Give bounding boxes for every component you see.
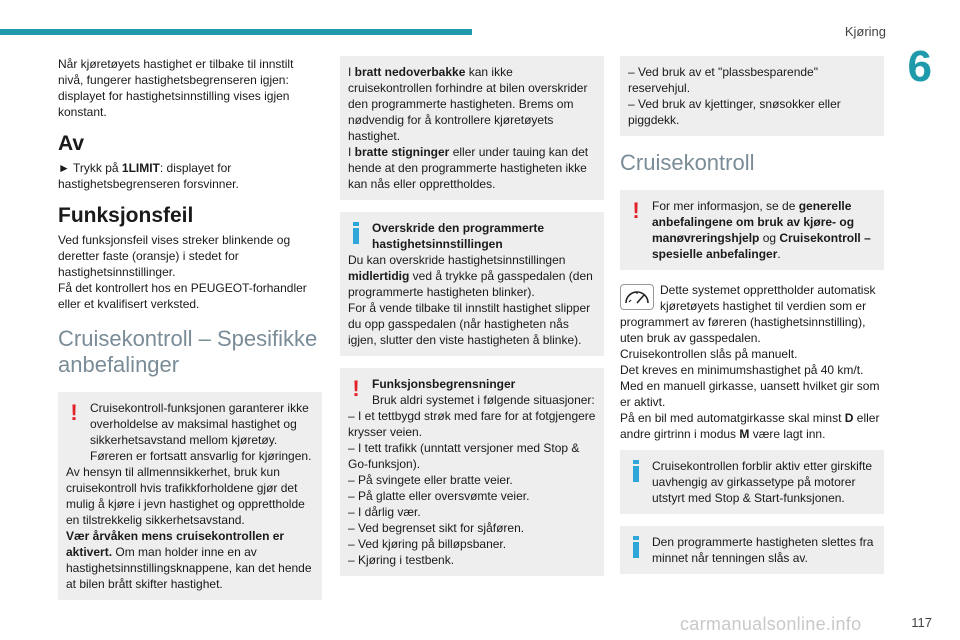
section-heading-cruise: Cruisekontroll — [620, 150, 755, 175]
list-item: – På glatte eller oversvømte veier. — [348, 489, 530, 503]
info-box-stop-start: Cruisekontrollen forblir aktiv etter girskifte uavhengig av girkassetype på motorer utstyrt med Stop & Start-funksjonen. — [620, 450, 884, 514]
info-icon — [348, 222, 364, 244]
info-box-override: Overskride den programmerte hastighetsinnstillingen Du kan overskride hastighetsinnstillingen midlertidig ved å trykke på gasspedalen (den programmerte hastigheten blinker). For å vende tilbake til innstilt hastighet slipper du opp gasspedalen (når hastigheten nås igjen, slutter den viste hastigheten å blinke). — [340, 212, 604, 356]
cruise-description: Dette systemet opprettholder automatisk kjøretøyets hastighet til verdien som er programmert av føreren (hastighetsinnstilling), uten bruk av gasspedalen. Cruisekontrollen slås på manuelt. Det kreves en minimumshastighet på 40 km/t. Med en manuell girkasse, uansett hvilket gir som er aktivt. På en bil med automatgirkasse skal minst D eller andre girtrinn i modus M være lagt inn. — [620, 283, 880, 441]
list-item: – Ved bruk av kjettinger, snøsokker eller piggdekk. — [628, 97, 841, 127]
info-icon — [628, 460, 644, 482]
av-paragraph: ► Trykk på 1LIMIT: displayet for hastighetsbegrenseren forsvinner. — [58, 161, 239, 191]
column-2 — [340, 56, 604, 588]
chapter-number: 6 — [907, 42, 932, 91]
warning-box: ! Cruisekontroll-funksjonen garanterer ikke overholdelse av maksimal hastighet og sikkerhetsavstand mellom kjøretøy. Føreren er fortsatt ansvarlig for kjøringen. Av hensyn til allmennsikkerhet, bruk kun cruisekontroll hvis trafikkforholdene gjør det mulig å kjøre i jevn hastighet og opprettholde en tilstrekkelig sikkerhetsavstand. Vær årvåken mens cruisekontrollen er aktivert. Om man holder inne en av hastighetsinnstillingsknappene, kan det hende at bilen brått skifter hastighet. — [58, 392, 322, 600]
list-item: – I et tettbygd strøk med fare for at fotgjengere krysser veien. — [348, 409, 596, 439]
list-item: – Kjøring i testbenk. — [348, 553, 455, 567]
warning-exclamation-icon: ! — [70, 400, 78, 425]
fault-heading: Funksjonsfeil — [58, 204, 194, 227]
speedometer-icon — [620, 284, 654, 310]
header-accent-bar — [0, 29, 472, 35]
list-item: – På svingete eller bratte veier. — [348, 473, 513, 487]
section-title: Kjøring — [844, 24, 886, 39]
limitations-box: ! Funksjonsbegrensninger Bruk aldri systemet i følgende situasjoner: – I et tettbygd strøk med fare for at fotgjengere krysser veien. – I tett trafikk (unntatt versjoner med Stop & Go-funksjon). – På svingete eller bratte veier. – På glatte eller oversvømte veier. – I dårlig vær. – Ved begrenset sikt for sjåføren. – Ved kjøring på billøpsbaner. – Kjøring i testbenk. — [340, 368, 604, 576]
list-item: – Ved kjøring på billøpsbaner. — [348, 537, 507, 551]
list-item: – Ved begrenset sikt for sjåføren. — [348, 521, 525, 535]
warning-exclamation-icon: ! — [352, 376, 360, 401]
section-heading-specific: Cruisekontroll – Spesifikke anbefalinger — [58, 326, 318, 377]
intro-paragraph: Når kjøretøyets hastighet er tilbake til innstilt nivå, fungerer hastighetsbegrenseren igjen: displayet for hastighetsinnstilling vises igjen konstant. — [58, 57, 294, 119]
info-box-memory: Den programmerte hastigheten slettes fra minnet når tenningen slås av. — [620, 526, 884, 574]
info-icon — [628, 536, 644, 558]
slope-box: I bratt nedoverbakke kan ikke cruisekontrollen forhindre at bilen overskrider den programmerte hastigheten. Brems om nødvendig for å kontrollere kjøretøyets hastighet. I bratte stigninger eller under tauing kan det hende at den programmerte hastigheten ikke kan nås eller opprettholdes. — [340, 56, 604, 200]
page-number: 117 — [911, 615, 932, 630]
av-heading: Av — [58, 132, 85, 155]
fault-paragraph-1: Ved funksjonsfeil vises streker blinkende og deretter faste (oransje) i stedet for hastighetsinnstillinger. — [58, 233, 291, 279]
list-item: – I dårlig vær. — [348, 505, 421, 519]
limitations-continued-box — [620, 56, 884, 136]
fault-paragraph-2: Få det kontrollert hos en PEUGEOT-forhandler eller et kvalifisert verksted. — [58, 281, 307, 311]
column-3 — [620, 56, 884, 586]
list-item: – Ved bruk av et "plassbesparende" reservehjul. — [628, 65, 818, 95]
watermark: carmanualsonline.info — [680, 614, 862, 634]
column-1 — [58, 56, 322, 612]
warning-box: ! For mer informasjon, se de generelle anbefalingene om bruk av kjøre- og manøvreringshjelp og Cruisekontroll – spesielle anbefalinger. — [620, 190, 884, 270]
list-item: – I tett trafikk (unntatt versjoner med Stop & Go-funksjon). — [348, 441, 580, 471]
warning-exclamation-icon: ! — [632, 198, 640, 223]
